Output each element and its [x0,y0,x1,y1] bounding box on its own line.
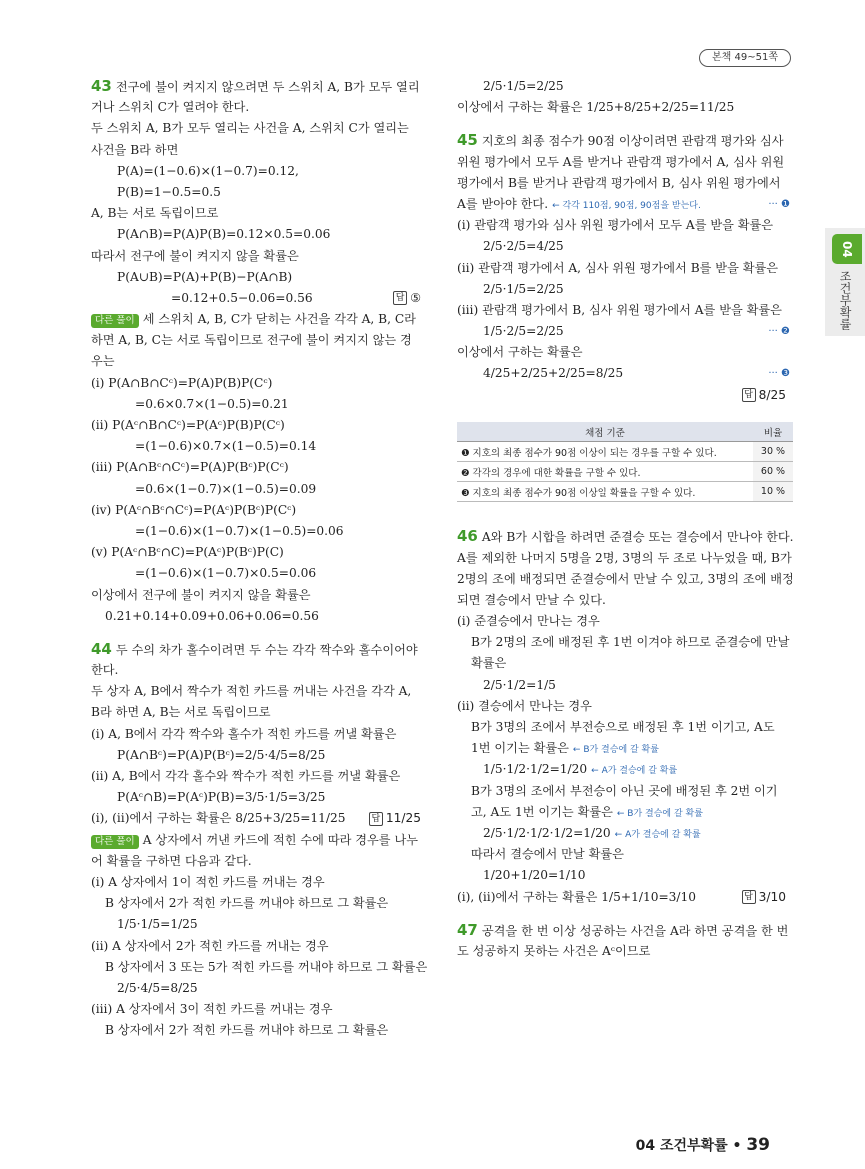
line-text: 2/5·1/2=1/5 [483,677,556,692]
line-text: 2/5·1/2·1/2·1/2=1/20 [483,825,611,840]
line-text: 2/5·1/5=2/25 [483,281,564,296]
text-line [457,920,792,941]
annotation-note: ← B가 결승에 갈 확률 [616,808,703,819]
grading-header-criteria: 채점 기준 [457,422,753,442]
line-text: (ⅰ), (ⅱ)에서 구하는 확률은 8/25+3/25=11/25 [91,811,346,826]
line-text: (ⅲ) 관람객 평가에서 B, 심사 위원 평가에서 A를 받을 확률은 [457,302,782,317]
annotation-note: ← A가 결승에 갈 확률 [614,829,701,840]
text-line [91,224,427,245]
step-marker: ··· ❸ [768,368,790,380]
text-line [91,766,427,787]
grading-criterion: ❶ 지호의 최종 점수가 90점 이상이 되는 경우를 구할 수 있다. [457,442,753,462]
text-line [457,526,792,547]
text-line [91,500,427,521]
text-line [91,288,427,309]
line-text: 거나 스위치 C가 열려야 한다. [91,100,250,115]
line-text: (ⅱ) P(Aᶜ∩B∩Cᶜ)=P(Aᶜ)P(B)P(Cᶜ) [91,418,285,432]
line-text: 두 수의 차가 홀수이려면 두 수는 각각 짝수와 홀수이어야 [115,642,418,657]
line-text: P(A∩Bᶜ)=P(A)P(Bᶜ)=2/5·4/5=8/25 [117,747,326,762]
text-line [91,330,427,351]
answer-value: ⑤ [410,290,421,305]
line-text: 0.21+0.14+0.09+0.06+0.06=0.56 [105,608,319,623]
text-line [457,548,792,569]
text-line [457,759,792,780]
line-text: 2명의 조에 배정되면 준결승에서 만날 수 있고, 3명의 조에 배정 [457,571,794,586]
annotation-note: ← B가 결승에 갈 확률 [572,745,659,756]
text-line [457,194,792,215]
page-footer [636,1135,770,1155]
line-text: (ⅰ) 준결승에서 만나는 경우 [457,614,600,629]
text-line [457,279,792,300]
right-column [457,76,792,962]
line-text: P(A)=(1−0.6)×(1−0.7)=0.12, [117,163,299,178]
text-line [91,724,427,745]
annotation-note: ← A가 결승에 갈 확률 [591,766,678,777]
line-text: B 상자에서 3 또는 5가 적힌 카드를 꺼내야 하므로 그 확률은 [105,959,428,974]
text-line [457,844,792,865]
text-line [457,802,792,823]
text-line [91,542,427,563]
table-row [457,482,793,502]
text-line [91,702,427,723]
text-line [91,999,427,1020]
line-text: 이상에서 구하는 확률은 1/25+8/25+2/25=11/25 [457,100,735,115]
text-line [91,309,427,330]
footer-chapter: 04 조건부확률 • [635,1138,742,1154]
line-text: 따라서 전구에 불이 켜지지 않을 확률은 [91,248,299,263]
problem-number: 44 [91,639,112,658]
text-line [91,373,427,394]
text-line [457,215,792,236]
text-line [91,76,427,97]
text-line [91,479,427,500]
grading-criteria-table [457,422,793,503]
problem-number: 47 [457,920,478,939]
grading-ratio: 10 % [753,482,793,502]
line-text: A 상자에서 꺼낸 카드에 적힌 수에 따라 경우를 나누 [142,832,418,847]
line-text: 도 성공하지 못하는 사건은 Aᶜ이므로 [457,943,651,958]
text-line [457,590,792,611]
line-text: 1/20+1/20=1/10 [483,868,586,883]
text-line [457,675,792,696]
line-text: B가 3명의 조에서 부전승으로 배정된 후 1번 이기고, A도 [471,720,775,734]
line-text: (ⅲ) A 상자에서 3이 적힌 카드를 꺼내는 경우 [91,1002,333,1017]
text-line [91,457,427,478]
text-line [91,851,427,872]
line-text: (ⅱ) 관람객 평가에서 A, 심사 위원 평가에서 B를 받을 확률은 [457,260,779,275]
line-text: 공격을 한 번 이상 성공하는 사건을 A라 하면 공격을 한 번 [481,923,789,938]
text-line [91,97,427,118]
text-line [457,941,792,962]
line-text: (ⅲ) P(A∩Bᶜ∩Cᶜ)=P(A)P(Bᶜ)P(Cᶜ) [91,460,289,475]
text-line [457,342,792,363]
chapter-side-tab [825,228,865,336]
text-line [457,823,792,844]
text-line [457,696,792,717]
text-line [457,363,792,384]
line-text: 1/5·2/5=2/25 [483,324,564,339]
answer-mark [369,808,421,829]
line-text: 이상에서 전구에 불이 켜지지 않을 확률은 [91,587,311,602]
text-line [457,653,792,674]
line-text: (ⅰ), (ⅱ)에서 구하는 확률은 1/5+1/10=3/10 [457,889,697,904]
text-line [91,660,427,681]
line-text: 세 스위치 A, B, C가 닫히는 사건을 각각 A, B, C라 [142,312,416,327]
text-line [91,394,427,415]
line-text: (ⅰ) A 상자에서 1이 적힌 카드를 꺼내는 경우 [91,874,325,889]
chapter-title: 조건부확률 [838,270,852,330]
text-line [457,717,792,738]
line-text: B 상자에서 2가 적힌 카드를 꺼내야 하므로 그 확률은 [105,1023,389,1038]
line-text: 하면 A, B, C는 서로 독립이므로 전구에 불이 켜지지 않는 경 [91,333,412,348]
text-line [457,632,792,653]
text-line [457,738,792,759]
text-line [91,914,427,935]
text-line [91,118,427,139]
text-line [91,893,427,914]
line-text: =(1−0.6)×(1−0.7)×0.5=0.06 [135,566,317,581]
line-text: A를 받아야 한다. [457,196,549,211]
text-line [91,787,427,808]
line-text: A와 B가 시합을 하려면 준결승 또는 결승에서 만나야 한다. [481,530,794,545]
line-text: B가 2명의 조에 배정된 후 1번 이겨야 하므로 준결승에 만날 [471,635,790,650]
text-line [457,76,792,97]
text-line [91,872,427,893]
grading-criterion: ❷ 각각의 경우에 대한 확률을 구할 수 있다. [457,462,753,482]
line-text: 한다. [91,663,119,678]
line-text: 사건을 B라 하면 [91,142,179,157]
table-row [457,442,793,462]
line-text: =0.12+0.5−0.06=0.56 [171,290,313,305]
line-text: 1번 이기는 확률은 [471,741,569,756]
line-text: (ⅱ) A, B에서 각각 홀수와 짝수가 적힌 카드를 꺼낼 확률은 [91,769,401,783]
text-line [91,140,427,161]
line-text: 두 상자 A, B에서 짝수가 적힌 카드를 꺼내는 사건을 각각 A, [91,684,412,699]
left-column [91,76,427,1041]
text-line [457,152,792,173]
solution-46-47-block [457,526,792,962]
text-line [91,436,427,457]
text-line [457,236,792,257]
text-line [457,258,792,279]
page-number: 39 [746,1135,770,1155]
table-row [457,462,793,482]
line-text: 2/5·2/5=4/25 [483,239,564,254]
text-line [91,563,427,584]
line-text: (ⅰ) 관람객 평가와 심사 위원 평가에서 모두 A를 받을 확률은 [457,218,774,233]
problem-number: 43 [91,77,112,95]
text-line [91,521,427,542]
line-text: A를 제외한 나머지 5명을 2명, 3명의 두 조로 나누었을 때, B가 [457,550,792,565]
line-text: 우는 [91,354,115,369]
text-line [91,681,427,702]
line-text: 확률은 [471,656,507,671]
alternate-solution-tag: 다른 풀이 [91,835,139,849]
text-line [91,246,427,267]
line-text: 4/25+2/25+2/25=8/25 [483,366,624,381]
text-line [91,161,427,182]
line-text: (ⅰ) A, B에서 각각 짝수와 홀수가 적힌 카드를 꺼낼 확률은 [91,726,397,741]
answer-mark [742,887,786,908]
problem-number: 46 [457,527,478,546]
line-text: P(A∩B)=P(A)P(B)=0.12×0.5=0.06 [117,227,331,242]
line-text: P(A∪B)=P(A)+P(B)−P(A∩B) [117,269,293,284]
answer-value: 8/25 [758,387,786,402]
answer-box-icon: 답 [393,291,407,305]
step-marker: ··· ❶ [768,198,790,210]
line-text: 1/5·1/2·1/2=1/20 [483,762,588,777]
line-text: B라 하면 A, B는 서로 독립이므로 [91,705,271,720]
problem-number: 45 [457,131,478,150]
grading-criterion: ❸ 지호의 최종 점수가 90점 이상일 확률을 구할 수 있다. [457,482,753,502]
line-text: 1/5·1/5=1/25 [117,917,198,932]
text-line [91,978,427,999]
line-text: (ⅰ) P(A∩B∩Cᶜ)=P(A)P(B)P(Cᶜ) [91,375,273,390]
line-text: 고, A도 1번 이기는 확률은 [471,804,613,819]
text-line [91,639,427,660]
line-text: 2/5·1/5=2/25 [483,79,564,93]
text-line [457,385,792,406]
step-marker: ··· ❷ [768,326,790,338]
grading-ratio: 60 % [753,462,793,482]
text-line [91,182,427,203]
text-line [91,415,427,436]
text-line [91,808,427,829]
solution-45-block [457,76,792,406]
text-line [457,173,792,194]
line-text: 평가에서 B를 받거나 관람객 평가에서 B, 심사 위원 평가에서 [457,175,781,190]
alternate-solution-tag: 다른 풀이 [91,314,139,328]
line-text: (ⅱ) 결승에서 만나는 경우 [457,698,592,713]
text-line [457,569,792,590]
line-text: 두 스위치 A, B가 모두 열리는 사건을 A, 스위치 C가 열리는 [91,121,409,136]
answer-mark [742,385,786,406]
line-text: 어 확률을 구하면 다음과 같다. [91,853,252,868]
text-line [457,865,792,886]
text-line [91,936,427,957]
line-text: 위원 평가에서 모두 A를 받거나 관람객 평가에서 A, 심사 위원 [457,154,785,169]
text-line [457,611,792,632]
text-line [91,585,427,606]
text-line [91,267,427,288]
text-line [457,300,792,321]
text-line [457,97,792,118]
line-text: 지호의 최종 점수가 90점 이상이려면 관람객 평가와 심사 [481,134,784,149]
text-line [91,351,427,372]
line-text: P(Aᶜ∩B)=P(Aᶜ)P(B)=3/5·1/5=3/25 [117,790,326,805]
text-line [91,203,427,224]
line-text: 2/5·4/5=8/25 [117,980,198,995]
line-text: (ⅴ) P(Aᶜ∩Bᶜ∩C)=P(Aᶜ)P(Bᶜ)P(C) [91,545,284,560]
text-line [91,830,427,851]
text-line [91,606,427,627]
line-text: 이상에서 구하는 확률은 [457,345,583,360]
line-text: =(1−0.6)×(1−0.7)×(1−0.5)=0.06 [135,523,344,538]
text-line [91,1020,427,1041]
line-text: (ⅱ) A 상자에서 2가 적힌 카드를 꺼내는 경우 [91,938,329,953]
chapter-number: 04 [832,234,862,264]
line-text: 전구에 불이 켜지지 않으려면 두 스위치 A, B가 모두 열리 [115,80,420,94]
grading-header-ratio: 비율 [753,422,793,442]
line-text: 따라서 결승에서 만날 확률은 [471,847,624,862]
line-text: =(1−0.6)×0.7×(1−0.5)=0.14 [135,439,317,454]
line-text: 되면 결승에서 만날 수 있다. [457,592,606,607]
text-line [91,745,427,766]
answer-value: 3/10 [758,889,786,904]
answer-value: 11/25 [385,811,421,826]
text-line [457,887,792,908]
line-text: B 상자에서 2가 적힌 카드를 꺼내야 하므로 그 확률은 [105,896,389,911]
answer-mark [393,288,421,309]
answer-box-icon: 답 [742,388,756,402]
line-text: B가 3명의 조에서 부전승이 아닌 곳에 배정된 후 2번 이기 [471,783,778,798]
page-range-badge: 본책 49~51쪽 [699,49,791,67]
line-text: =0.6×(1−0.7)×(1−0.5)=0.09 [135,481,317,496]
text-line [457,321,792,342]
line-text: (ⅳ) P(Aᶜ∩Bᶜ∩Cᶜ)=P(Aᶜ)P(Bᶜ)P(Cᶜ) [91,502,297,517]
answer-box-icon: 답 [369,812,383,826]
text-line [457,781,792,802]
line-text: A, B는 서로 독립이므로 [91,206,219,221]
answer-box-icon: 답 [742,890,756,904]
text-line [457,130,792,151]
annotation-note: ← 각각 110점, 90점, 90점을 받는다. [552,200,701,211]
text-line [91,957,427,978]
line-text: P(B)=1−0.5=0.5 [117,184,221,199]
grading-ratio: 30 % [753,442,793,462]
line-text: =0.6×0.7×(1−0.5)=0.21 [135,396,289,411]
